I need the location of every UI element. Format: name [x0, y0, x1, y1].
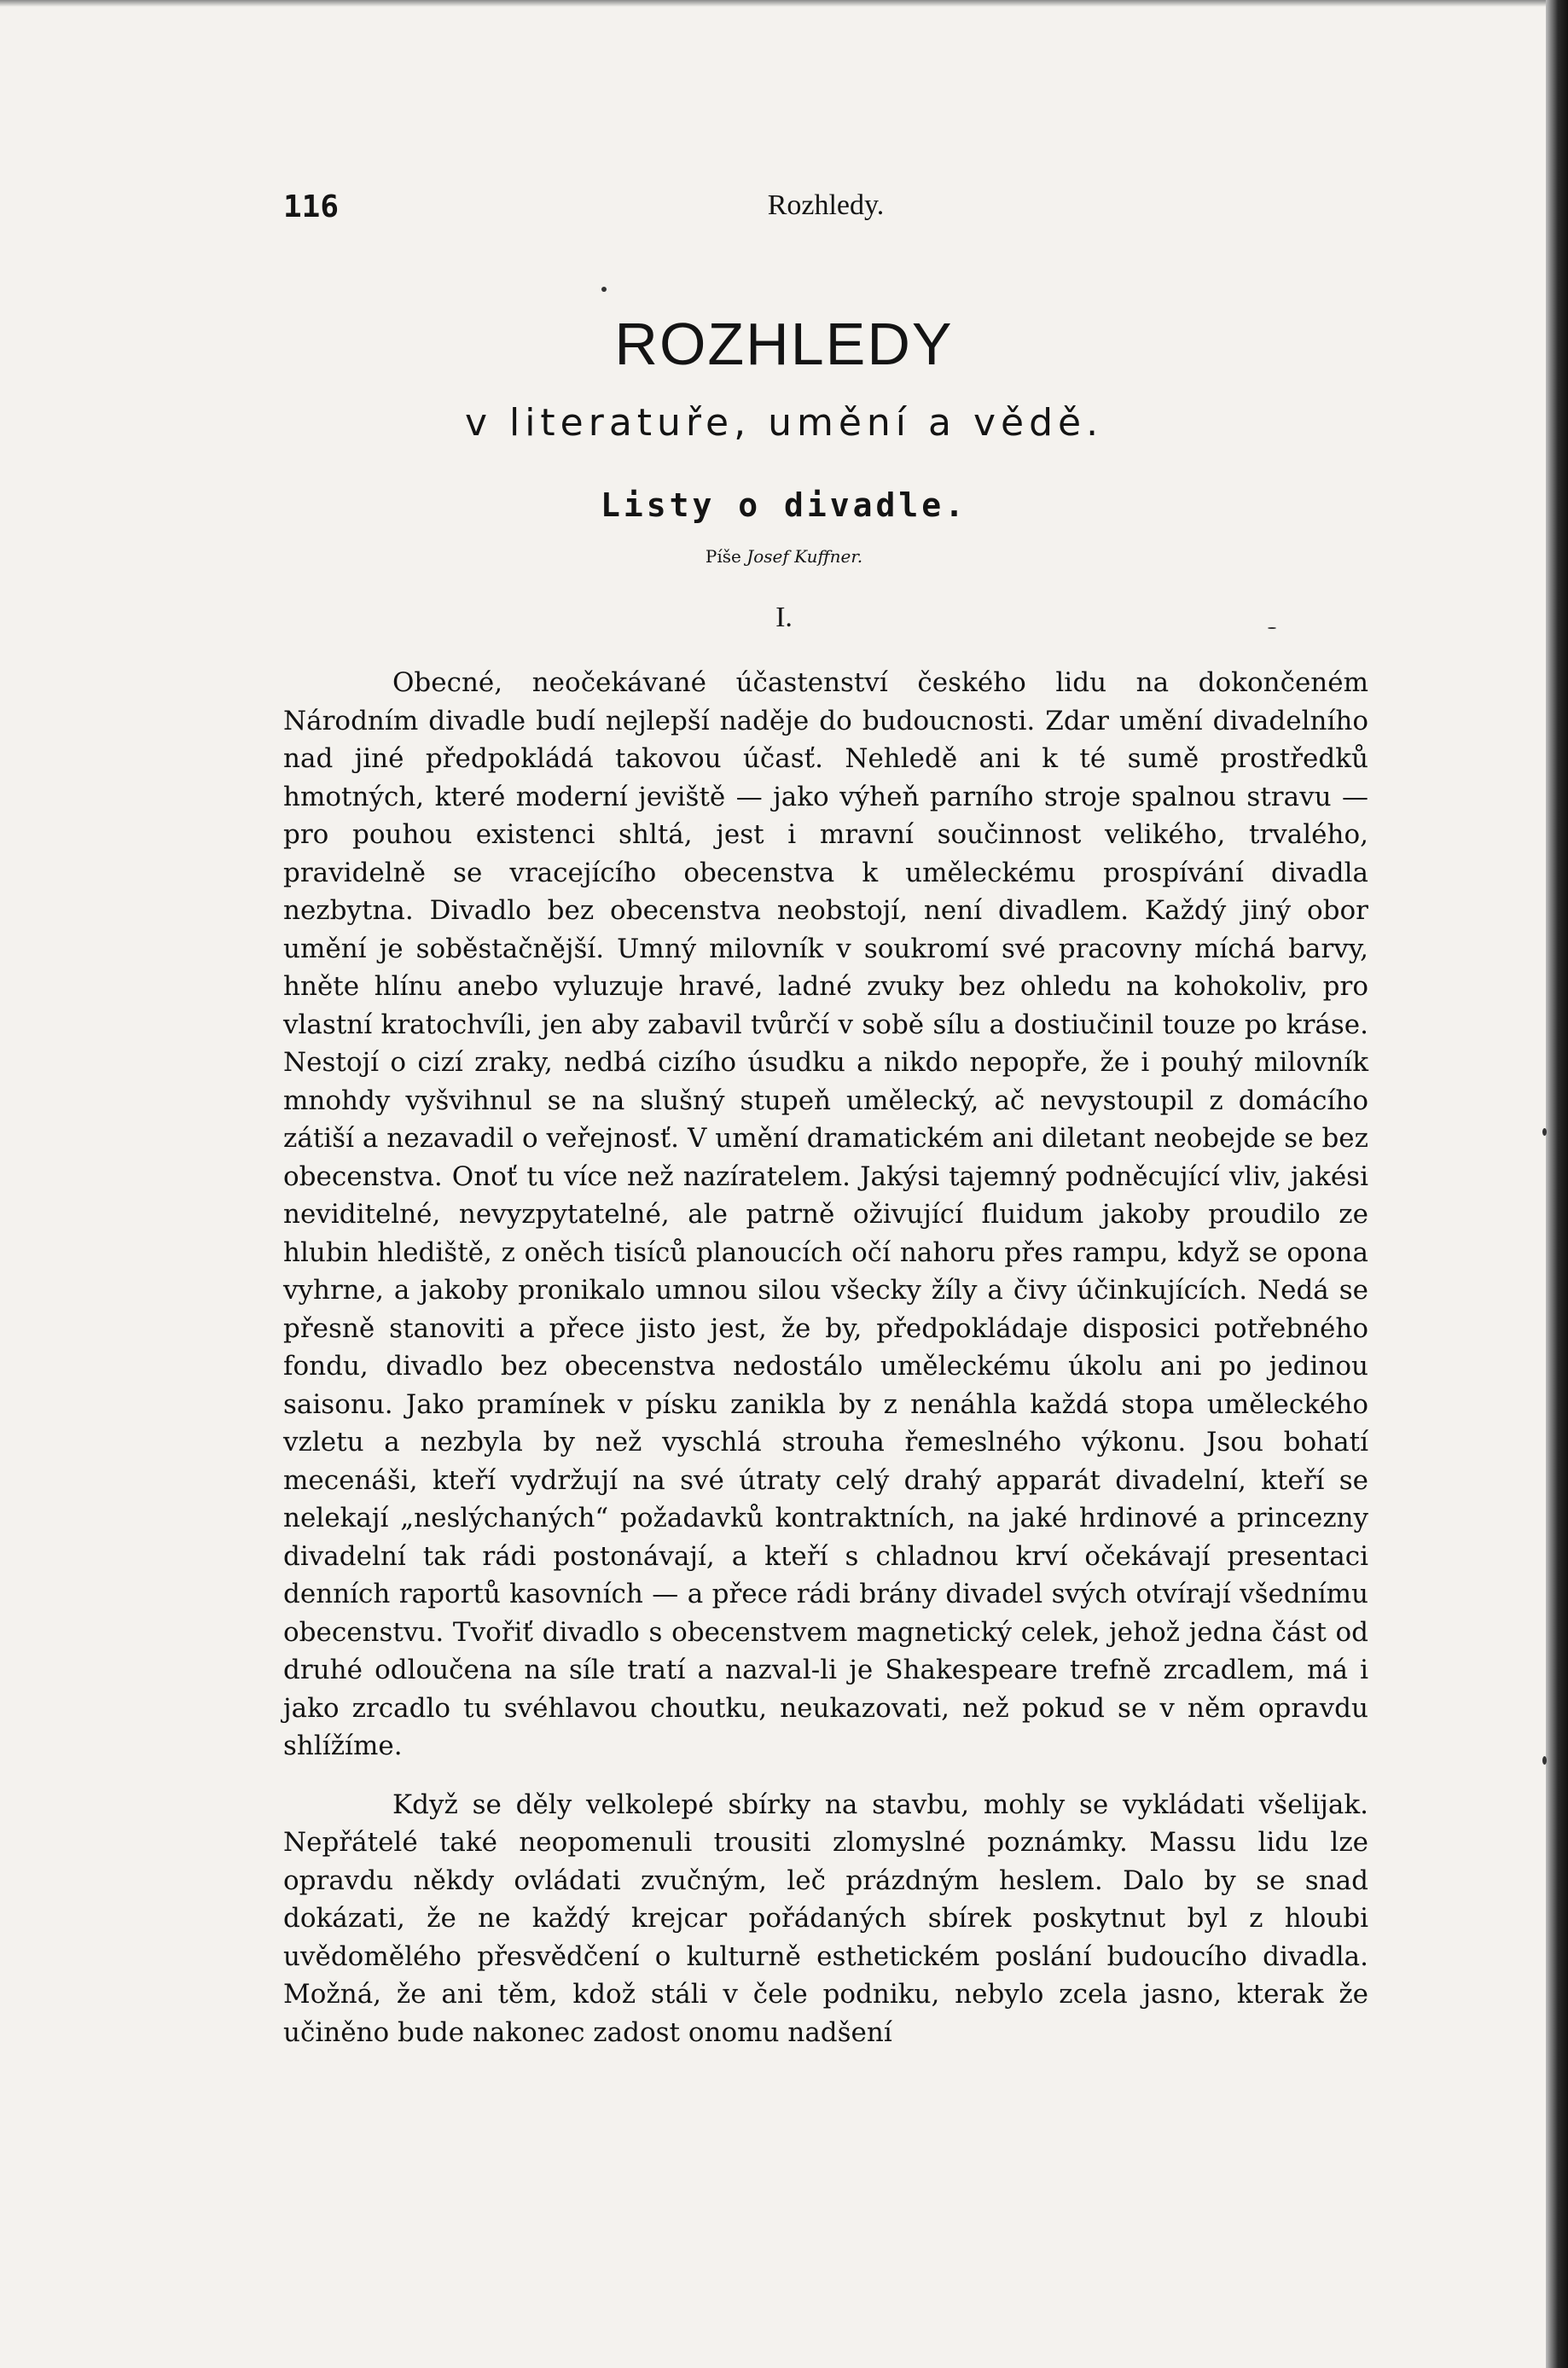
author-name: Josef Kuffner. — [746, 546, 863, 567]
page-header — [283, 189, 1368, 232]
byline — [0, 546, 1568, 567]
page-subtitle: v literatuře, umění a vědě. — [464, 401, 1104, 445]
paragraph: Když se děly velkolepé sbírky na stavbu, mohly se vykládati všelijak. Nepřátelé také neopomenuli trousiti zlomyslné poznámky. Massu lidu lze opravdu někdy ovládati zvučným, leč prázdným heslem. Dalo by se snad dokázati, že ne každý krejcar pořádaných sbírek poskytnut byl z hloubi uvědomělého přesvědčení o kulturně esthetickém poslání budoucího divadla. Možná, že ani těm, kdož stáli v čele podniku, nebylo zcela jasno, kterak že učiněno bude nakonec zadost onomu nadšení — [283, 1789, 1368, 2048]
part-number: I. — [775, 602, 793, 633]
paragraph: Obecné, neočekávané účastenství českého lidu na dokončeném Národním divadle budí nejlepší naděje do budoucnosti. Zdar umění divadelního nad jiné předpokládá takovou účasť. Nehledě ani k té sumě prostředků hmotných, které moderní jeviště — jako výheň parního stroje spalnou stravu — pro pouhou existenci shltá, jest i mravní součinnost velikého, trvalého, pravidelně se vracejícího obecenstva k uměleckému prospívání divadla nezbytna. Divadlo bez obecenstva neobstojí, není divadlem. Každý jiný obor umění je soběstačnější. Umný milovník v soukromí své pracovny míchá barvy, hněte hlínu anebo vyluzuje hravé, ladné zvuky bez ohledu na kohokoliv, pro vlastní kratochvíli, jen aby zabavil tvůrčí v sobě sílu a dostiučinil touze po kráse. Nestojí o cizí zraky, nedbá cizího úsudku a nikdo nepopře, že i pouhý milovník mnohdy vyšvihnul se na slušný stupeň umělecký, ač nevystoupil z domácího zátiší a nezavadil o veřejnosť. V umění dramatickém ani diletant neobejde se bez obecenstva. Onoť tu více než nazíratelem. Jakýsi tajemný podněcující vliv, jakési neviditelné, nevyzpytatelné, ale patrně oživující fluidum jakoby proudilo ze hlubin hlediště, z oněch tisíců planoucích očí nahoru přes rampu, když se opona vyhrne, a jakoby pronikalo umnou silou všecky žíly a čivy účinkujících. Nedá se přesně stanoviti a přece jisto jest, že by, předpokládaje disposici potřebného fondu, divadlo bez obecenstva nedostálo uměleckému úkolu ani po jedinou saisonu. Jako pramínek v písku zanikla by z nenáhla každá stopa uměleckého vzletu a nezbyla by než vyschlá strouha řemeslného výkonu. Jsou bohatí mecenáši, kteří vydržují na své útraty celý drahý apparát divadelní, kteří se nelekají „neslýchaných“ požadavků kontraktních, na jaké hrdinové a princezny divadelní tak rádi postonávají, a kteří s chladnou krví očekávají presentaci denních raportů kasovních — a přece rádi brány divadel svých otvírají všednímu obecenstvu. Tvořiť divadlo s obecenstvem magnetický celek, jehož jedna část od druhé odloučena na síle tratí a nazval-li je Shakespeare trefně zrcadlem, má i jako zrcadlo tu svéhlavou choutku, neukazovati, než pokud se v něm opravdu shlížíme. — [283, 667, 1368, 1761]
article-title: Listy o divadle. — [600, 486, 968, 524]
byline-prefix: Píše — [705, 546, 741, 567]
speck-mark — [1542, 1756, 1547, 1765]
page-title: ROZHLEDY — [614, 311, 954, 377]
page-number: 116 — [283, 189, 340, 224]
speck-mark — [601, 287, 607, 292]
article-body — [283, 664, 1368, 2051]
running-head: Rozhledy. — [767, 189, 885, 221]
speck-mark — [1542, 1128, 1547, 1136]
scan-top-shadow — [0, 0, 1546, 7]
